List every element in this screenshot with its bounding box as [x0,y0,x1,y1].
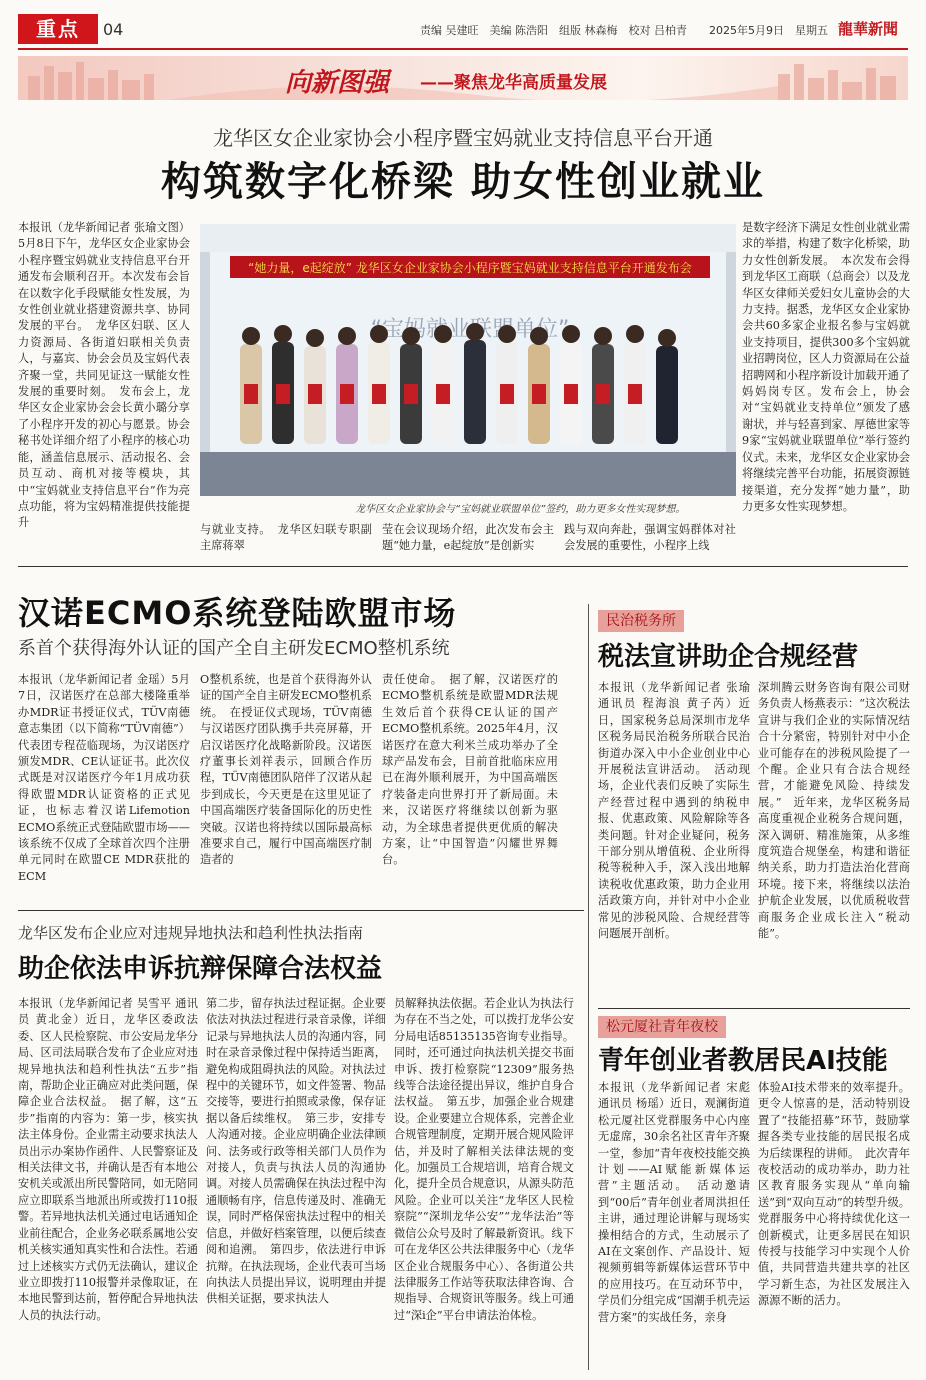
article1-col1: 本报讯（龙华新闻记者 张瑜文图）5月8日下午，龙华区女企业家协会小程序暨宝妈就业支持信息平台开通发布会顺利召开。本次发布会旨在以数字化手段赋能女性发展，为女性创业就业搭建资源共享、协同发展的平台。 龙华区妇联、区人力资源局、各街道妇联相关负责人，与嘉宾、协会会员及宝妈代表齐聚一堂，共同见证这一赋能女性发展的重要时刻。 发布会上，龙华区女企业家协会会长黄小璐分享了小程序开发的初心与愿景。协会秘书处详细介绍了小程序的核心功能，涵盖信息展示、活动报名、会员互动、商机对接等模块，其中“宝妈就业支持信息平台”作为亮点功能，将为宝妈精准提供技能提升 [18,221,190,530]
editor-credits: 责编 吴建旺 美编 陈浩阳 组版 林森梅 校对 吕柏青 2025年5月9日 星期五 [420,24,828,37]
article3-col2: 第二步，留存执法过程证据。企业要依法对执法过程进行录音录像，详细记录与异地执法人员的沟通内容，同时在录音录像过程中保持适当距离，避免构成阻碍执法的风险。对执法过程中的关键环节，如文件签署、物品交接等，要进行拍照或录像，保存证据以备后续维权。 第三步，安排专人沟通对接。企业应明确企业法律顾问、法务或行政等相关部门人员作为对接人，负责与执法人员的沟通协调。对接人员需确保在执法过程中沟通顺畅有序，信息传递及时、准确无误，同时严格保密执法过程中的相关信息，并做好档案管理，以便后续查阅和追溯。 第四步，依法进行申诉抗辩。在执法现场，企业代表可当场向执法人员提出异议，说明理由并提供相关证据，要求执法人 [206,997,386,1306]
article5-col2: 体验AI技术带来的效率提升。更令人惊喜的是，活动特别设置了“技能招募”环节，鼓励掌握各类专业技能的居民报名成为后续课程的讲师。 此次青年夜校活动的成功举办，助力社区教育服务实现从“单向输送”到“双向互动”的转型升级。党群服务中心将持续优化这一创新模式，让更多居民在知识传授与技能学习中实现个人价值，共同营造共建共享的社区学习新生态，为社区发展注入源源不断的活力。 [758,1081,910,1308]
banner-title: 向新图强 [285,68,390,98]
article4-col1: 本报讯（龙华新闻记者 张瑜 通讯员 程海浪 黄子芮）近日，国家税务总局深圳市龙华区税务局民治税务所联合民治街道办深入中小企业创业中心开展税法宣讲活动。 活动现场，企业代表们反映了实际生产经营过程中遇到的纳税申报、优惠政策、风险解除等各类问题。针对企业疑问，税务干部分别从增值税、企业所得税等税种入手，深入浅出地解读税收优惠政策，助力企业用活政策方向，并针对中小企业常见的涉税风险、合规经营等问题展开剖析。 [598,681,750,941]
article2-headline: 汉诺ECMO系统登陆欧盟市场 [18,594,457,632]
article1-headline: 构筑数字化桥梁 助女性创业就业 [161,159,765,205]
article3-col1: 本报讯（龙华新闻记者 吴雪平 通讯员 黄北金）近日，龙华区委政法委、区人民检察院、市公安局龙华分局、区司法局联合发布了企业应对违规异地执法和趋利性执法“五步”指南，帮助企业正确应对此类问题，保障企业合法权益。 据了解，这“五步”指南的内容为：第一步，核实执法主体身份。企业需主动要求执法人员出示办案协作函件、人民警察证及相关法律文书，并确认是否有本地公安机关或派出所民警陪同，如无陪同应立即联系当地派出所或拨打110报警。若异地执法机关通过电话通知企业前往配合，企业务必联系属地公安机关核实通知真实性和合法性。若通过上述核实方式仍无法确认，建议企业立即拨打110报警并录像取证，在本地民警到达前，暂停配合异地执法人员的执法行动。 [18,997,198,1322]
article-divider [598,1008,910,1009]
article5-col1: 本报讯（龙华新闻记者 宋彪 通讯员 杨瑶）近日，观澜街道松元厦社区党群服务中心内座无虚席，30余名社区青年齐聚一堂，参加“青年夜校技能交换计划——AI赋能新媒体运营”主题活动。 活动邀请到“00后”青年创业者周洪担任主讲，通过理论讲解与现场实操相结合的方式，生动展示了AI在文案创作、产品设计、短视频剪辑等新媒体运营环节中的应用技巧。在互动环节中，学员们分组完成“国潮手机壳运营方案”的实战任务，亲身 [598,1081,750,1324]
group-photo-illustration [200,224,736,496]
article1-col5: 是数字经济下满足女性创业就业需求的举措，构建了数字化桥梁，助力女性创新发展。 本次发布会得到龙华区工商联（总商会）以及龙华区女律师关爱妇女儿童协会的大力支持。据悉，龙华区女企业家协会共60多家企业报名参与宝妈就业支持项目，提供300多个宝妈就业招聘岗位，区人力资源局在公益招聘网和小程序新设计加载开通了妈妈岗专区。发布会上，协会对“宝妈就业支持单位”颁发了感谢状，并与轻喜到家、厚德世家等9家“宝妈就业联盟单位”举行签约仪式。未来，龙华区女企业家协会将继续完善平台功能，拓展资源链接渠道，充分发挥“她力量”，助力更多女性实现梦想。 [742,221,910,513]
article4-headline: 税法宣讲助企合规经营 [598,642,859,672]
article5-section-tag: 松元厦社青年夜校 [598,1016,726,1038]
event-photo [200,224,736,496]
article-divider [18,566,908,567]
page-number: 04 [103,20,124,39]
article2-col1: 本报讯（龙华新闻记者 金瑶）5月7日，汉诺医疗在总部大楼隆重举办MDR证书授证仪式，TÜV南德意志集团（以下简称“TÜV南德”）代表团专程莅临现场，为汉诺医疗颁发MDR、CE认证证书。此次仪式既是对汉诺医疗今年1月成功获得欧盟MDR认证资格的正式见证，也标志着汉诺Lifemotion ECMO系统正式登陆欧盟市场——该系统不仅成了全球首次四个注册单元同时在欧盟CE MDR获批的ECM [18,673,190,883]
article4-section-tag: 民治税务所 [598,610,684,632]
column-divider [588,604,589,1370]
photo-caption: 龙华区女企业家协会与“宝妈就业联盟单位”签约，助力更多女性实现梦想。 [355,504,686,515]
article5-headline: 青年创业者教居民AI技能 [598,1046,888,1076]
article-divider [18,910,584,911]
article4-col2: 深圳腾云财务咨询有限公司财务负责人杨燕表示：“这次税法宣讲与我们企业的实际情况结合十分紧密，特别针对中小企业可能存在的涉税风险提了一个醒。企业只有合法合规经营，才能避免风险、持续发展。” 近年来，龙华区税务局高度重视企业税务合规问题，深入调研、精准施策，从多维度筑造合规堡垒，构建和谐征纳关系，助力打造法治化营商环境。接下来，将继续以法治护航企业发展，以优质税收营商服务企业成长注入“税动能”。 [758,681,910,941]
stage-banner-text: “她力量，e起绽放” 龙华区女企业家协会小程序暨宝妈就业支持信息平台开通发布会 [248,261,692,275]
article3-headline: 助企依法申诉抗辩保障合法权益 [18,954,383,984]
article2-col3: 责任使命。 据了解，汉诺医疗的ECMO整机系统是欧盟MDR法规生效后首个获得CE认证的国产ECMO整机系统。2025年4月，汉诺医疗在意大利米兰成功举办了全球产品发布会，目前首批临床应用已在海外顺利展开，为中国高端医疗装备走向世界打开了新局面。未来，汉诺医疗将继续以创新为驱动，为全球患者提供更优质的解决方案，让“中国智造”闪耀世界舞台。 [382,673,558,867]
article2-subhead: 系首个获得海外认证的国产全自主研发ECMO整机系统 [18,638,450,659]
section-tag: 重点 [18,14,98,44]
article1-col2: 与就业支持。 龙华区妇联专职副主席蒋翠 [200,523,372,553]
article2-col2: O整机系统，也是首个获得海外认证的国产全自主研发ECMO整机系统。 在授证仪式现场，TÜV南德与汉诺医疗团队携手共亮屏幕，开启汉诺医疗化战略新阶段。汉诺医疗董事长刘祥表示，回顾合作历程，TÜV南德团队陪伴了汉诺从起步到成长，今天更是在这里见证了中国高端医疗装备国际化的历史性突破。汉诺也将持续以国际最高标准要求自己，履行中国高端医疗制造者的 [200,673,372,867]
article3-kicker: 龙华区发布企业应对违规异地执法和趋利性执法指南 [18,924,364,942]
article1-col4: 践与双向奔赴，强调宝妈群体对社会发展的重要性，小程序上线 [564,523,736,553]
newspaper-logo: 龍華新聞 [838,20,899,38]
article1-col3: 莹在会议现场介绍，此次发布会主题“她力量，e起绽放”是创新实 [382,523,554,553]
article1-kicker: 龙华区女企业家协会小程序暨宝妈就业支持信息平台开通 [213,126,713,150]
article3-col3: 员解释执法依据。若企业认为执法行为存在不当之处，可以拨打龙华公安分局电话85135135咨询专业指导。同时，还可通过向执法机关提交书面申诉、拨打检察院“12309”服务热线等合法途径提出异议，维护自身合法权益。 第五步，加强企业合规建设。企业要建立合规体系，完善企业合规管理制度，定期开展合规风险评估，并及时了解相关法律法规的变化。加强员工合规培训，培育合规文化，提升全员合规意识，从源头防范风险。企业可以关注“龙华区人民检察院”“深圳龙华公安”“龙华法治”等微信公众号及时了解最新资讯。线下可在龙华区公共法律服务中心（龙华区企业合规服务中心）、各街道公共法律服务工作站等获取法律咨询、合规指导、合规资讯等服务。线上可通过“深i企”平台申请法治体检。 [394,997,574,1322]
banner-subtitle: ——聚焦龙华高质量发展 [420,73,607,93]
header-rule [18,48,908,50]
